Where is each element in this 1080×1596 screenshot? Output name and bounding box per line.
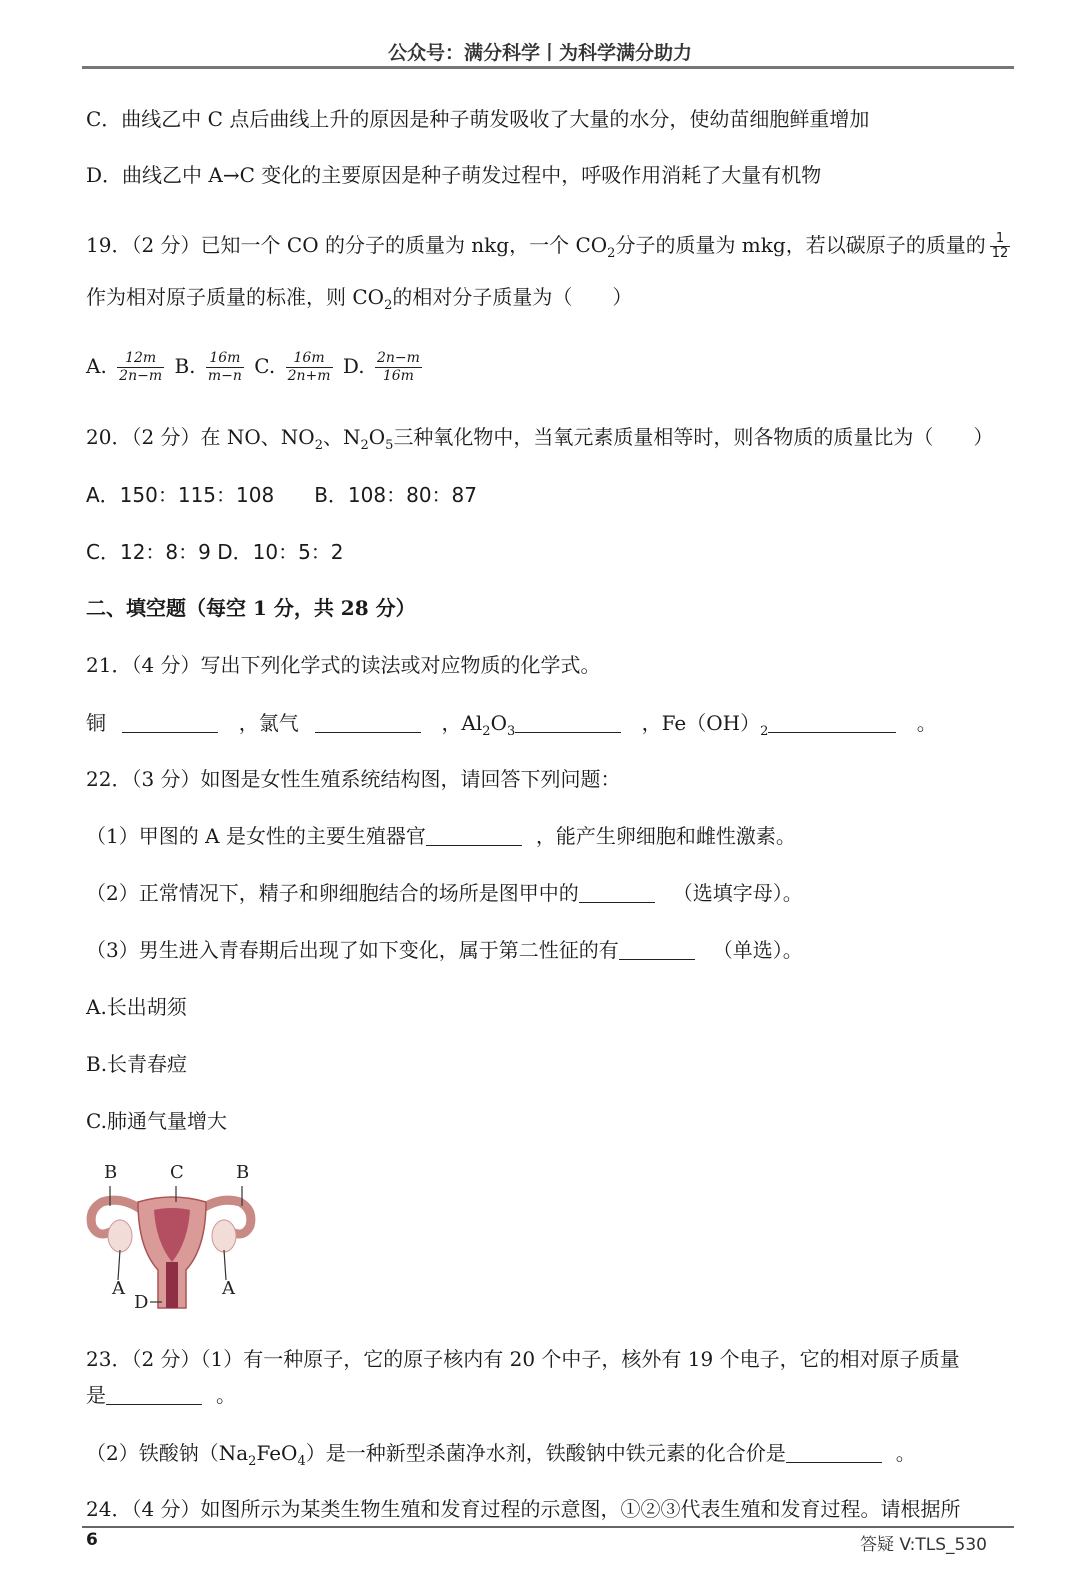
option-d-label: D. (342, 354, 365, 378)
q22-choice-b: B.长青春痘 (86, 1052, 188, 1076)
subscript: 5 (385, 438, 394, 453)
q21-al: ，Al (441, 711, 483, 735)
q21-stem: 21．（4 分）写出下列化学式的读法或对应物质的化学式。 (86, 653, 601, 677)
footer-note: 答疑 V:TLS_530 (860, 1535, 987, 1555)
section-2-heading: 二、填空题（每空 1 分，共 28 分） (86, 596, 416, 620)
option-c-fraction (286, 350, 333, 385)
page-number: 6 (86, 1530, 98, 1550)
fraction-num: 12m (117, 350, 164, 368)
figure-label-b: B (236, 1162, 250, 1183)
q20-options-ab: A．150：115：108 B．108：80：87 (86, 483, 477, 507)
option-a-fraction (117, 350, 164, 385)
option-c-label: C. (254, 354, 276, 378)
figure-label-c: C (170, 1162, 184, 1183)
answer-blank[interactable] (106, 1384, 202, 1405)
q20-text-a: 20．（2 分）在 NO、NO (86, 425, 315, 449)
q19-text-b: 分子的质量为 mkg，若以碳原子的质量的 (615, 233, 986, 257)
q19-text-a: 19．（2 分）已知一个 CO 的分子的质量为 nkg，一个 CO (86, 233, 608, 257)
subscript: 2 (384, 298, 393, 313)
subscript: 2 (760, 724, 769, 739)
q19-text-d: 的相对分子质量为（ ） (392, 285, 633, 309)
fraction-den: 2n+m (287, 368, 331, 384)
q22-choice-a: A.长出胡须 (86, 995, 187, 1019)
option-b-label: B. (174, 354, 196, 378)
subscript: 2 (360, 438, 369, 453)
answer-blank[interactable] (515, 712, 621, 733)
q20-stem (86, 424, 993, 459)
fraction-num: 1 (990, 232, 1011, 247)
q23-part1-end: 。 (216, 1383, 236, 1407)
q22-part3 (86, 937, 803, 963)
option-b-fraction (206, 350, 244, 385)
subscript: 4 (297, 1454, 306, 1469)
q20-text-d: 三种氧化物中，当氧元素质量相等时，则各物质的质量比为（ ） (393, 425, 994, 449)
q22-part3-end: （单选）。 (712, 938, 803, 962)
q20-options-cd: C．12：8：9 D．10：5：2 (86, 540, 344, 564)
q23-part2-c: ）是一种新型杀菌净水剂，铁酸钠中铁元素的化合价是 (305, 1441, 786, 1465)
fraction-num: 16m (286, 350, 333, 368)
q20-text-b: 、N (322, 425, 361, 449)
q22-part3-text: （3）男生进入青春期后出现了如下变化，属于第二性征的有 (86, 938, 619, 962)
q21-copper: 铜 (86, 711, 106, 735)
q19-line1 (86, 232, 1014, 267)
q24-stem: 24．（4 分）如图所示为某类生物生殖和发育过程的示意图，①②③代表生殖和发育过程。请根据所 (86, 1497, 961, 1521)
figure-label-b: B (104, 1162, 118, 1183)
q19-line2 (86, 284, 632, 319)
answer-blank[interactable] (315, 712, 421, 733)
option-a-label: A. (86, 354, 107, 378)
q23-part2-a: （2）铁酸钠（Na (86, 1441, 249, 1465)
q21-end: 。 (916, 711, 937, 735)
figure-label-a: A (112, 1278, 125, 1299)
q23-part1-shi: 是 (86, 1383, 106, 1407)
q22-part2 (86, 880, 803, 906)
fraction-num: 2n−m (376, 350, 420, 366)
q21-chlorine: ，氯气 (238, 711, 299, 735)
q18-option-c: C．曲线乙中 C 点后曲线上升的原因是种子萌发吸收了大量的水分，使幼苗细胞鲜重增加 (86, 107, 870, 131)
female-reproductive-system-figure (82, 1158, 272, 1318)
q21-al-o: O (490, 711, 507, 735)
q22-stem: 22．（3 分）如图是女性生殖系统结构图，请回答下列问题： (86, 767, 621, 791)
q23-part2 (86, 1440, 916, 1475)
fraction-den: 12 (991, 246, 1009, 261)
header-divider (82, 66, 1014, 69)
subscript: 2 (248, 1454, 257, 1469)
answer-blank[interactable] (619, 939, 695, 960)
q21-fe: ，Fe（OH） (641, 711, 761, 735)
figure-label-a: A (222, 1278, 235, 1299)
q23-part2-b: FeO (256, 1441, 298, 1465)
fraction-num: 16m (206, 350, 244, 368)
answer-blank[interactable] (426, 825, 522, 846)
q19-text-c: 作为相对原子质量的标准，则 CO (86, 285, 385, 309)
page-header-title: 公众号：满分科学丨为科学满分助力 (387, 42, 692, 64)
subscript: 2 (607, 246, 616, 261)
q21-blanks (86, 710, 937, 745)
fraction-den: 16m (382, 368, 414, 384)
figure-label-d: D (134, 1292, 149, 1313)
fraction-one-twelfth (990, 232, 1011, 261)
q22-choice-c: C.肺通气量增大 (86, 1109, 227, 1133)
q22-part2-end: （选填字母）。 (672, 881, 803, 905)
q18-option-d: D．曲线乙中 A→C 变化的主要原因是种子萌发过程中，呼吸作用消耗了大量有机物 (86, 163, 822, 187)
q23-part1-line1: 23．（2 分）（1）有一种原子，它的原子核内有 20 个中子，核外有 19 个电子，它的相对原子质量 (86, 1347, 960, 1371)
q23-part2-end: 。 (895, 1441, 916, 1465)
fraction-den: 2n−m (119, 368, 163, 384)
q20-text-c: O (368, 425, 386, 449)
q22-part1-end: ，能产生卵细胞和雌性激素。 (535, 824, 796, 848)
answer-blank[interactable] (786, 1442, 882, 1463)
fraction-den: m−n (207, 368, 242, 384)
answer-blank[interactable] (122, 712, 218, 733)
q22-part2-text: （2）正常情况下，精子和卵细胞结合的场所是图甲中的 (86, 881, 579, 905)
footer-divider (82, 1526, 1014, 1528)
q22-part1-text: （1）甲图的 A 是女性的主要生殖器官 (86, 824, 426, 848)
subscript: 2 (314, 438, 323, 453)
q23-part1-line2 (86, 1382, 236, 1408)
subscript: 2 (482, 724, 491, 739)
answer-blank[interactable] (579, 882, 655, 903)
answer-blank[interactable] (768, 712, 896, 733)
q19-options (86, 350, 426, 385)
option-d-fraction (375, 350, 422, 385)
q22-part1 (86, 823, 796, 849)
subscript: 3 (506, 724, 516, 739)
